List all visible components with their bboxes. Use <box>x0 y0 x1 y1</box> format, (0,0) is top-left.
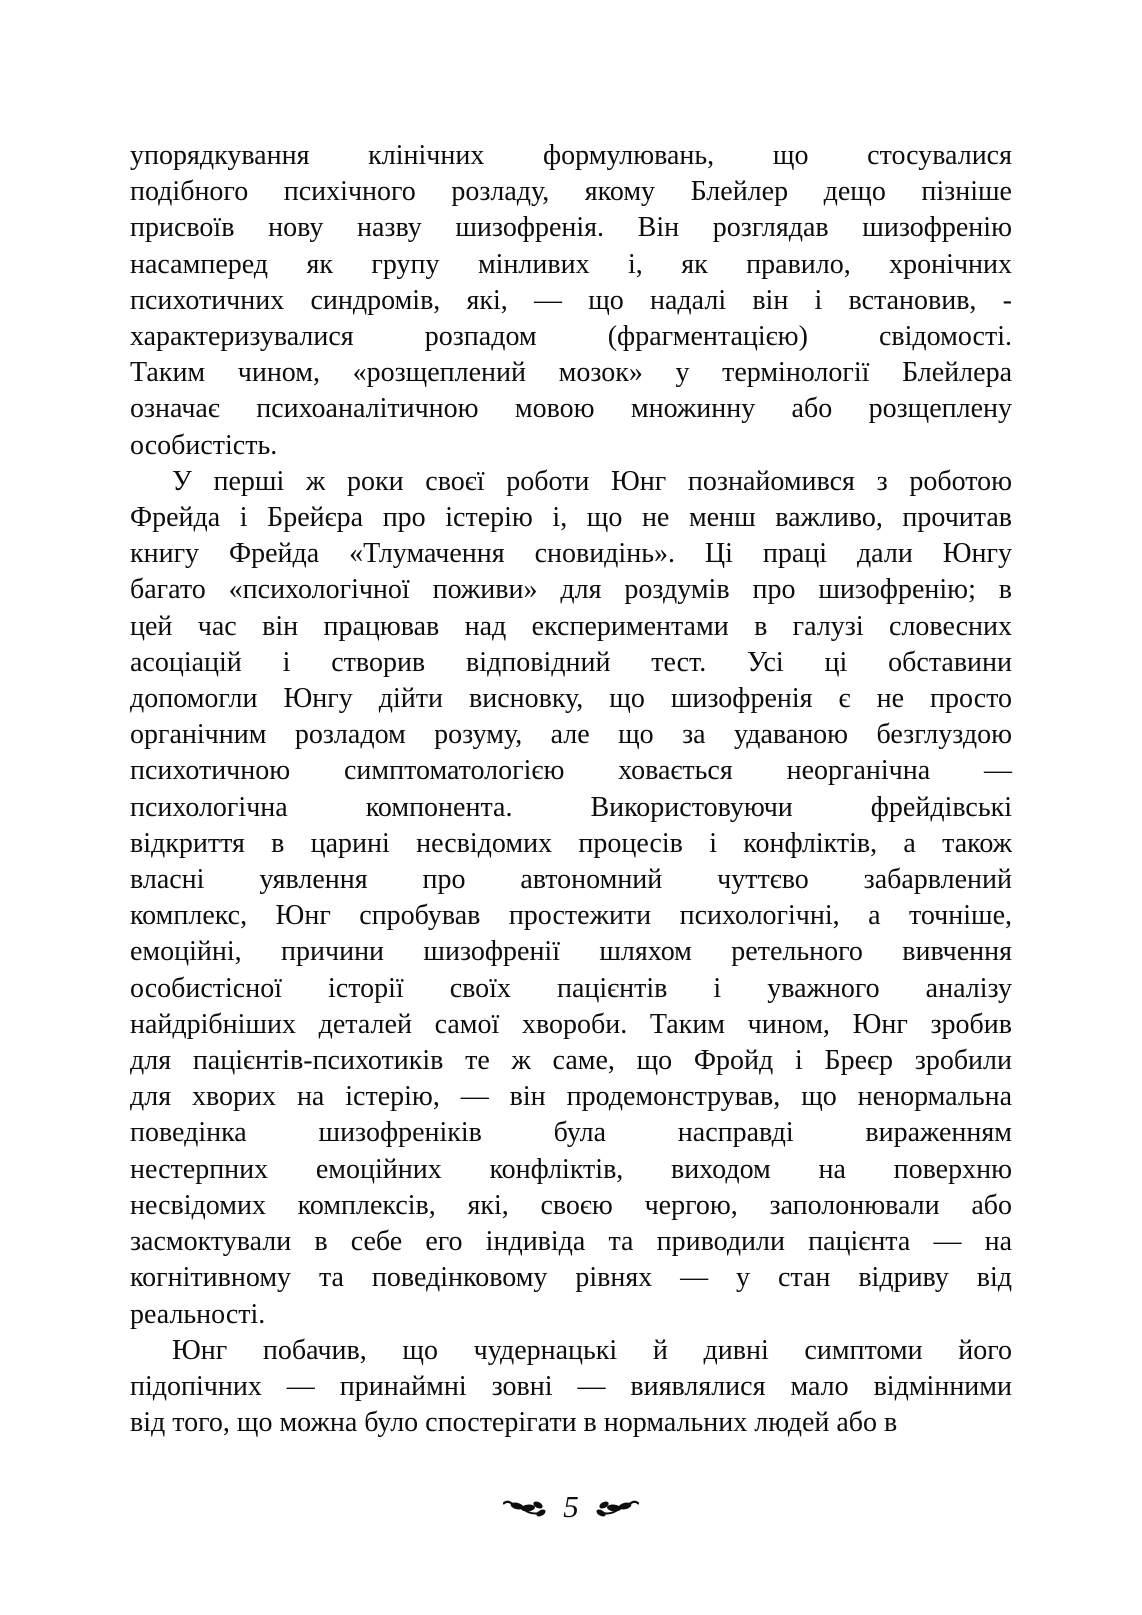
floral-flourish-left-icon <box>503 1495 549 1521</box>
text-line: цей час він працював над експериментами в галузі словесних <box>130 610 1012 642</box>
text-line: особистісної історії своїх пацієнтів і уважного аналізу <box>130 972 1012 1004</box>
text-line: означає психоаналітичною мовою множинну або розщеплену <box>130 393 1012 425</box>
text-line: емоційні, причини шизофренії шляхом ретельного вивчення <box>130 936 1012 968</box>
page-number: 5 <box>563 1488 579 1524</box>
text-line: Таким чином, «розщеплений мозок» у термінології Блейлера <box>130 357 1012 389</box>
text-line: насамперед як групу мінливих і, як правило, хронічних <box>130 248 1012 280</box>
text-line: реальності. <box>130 1298 266 1330</box>
text-block <box>130 138 1012 1441</box>
text-line: несвідомих комплексів, які, своєю чергою, заполонювали або <box>130 1189 1012 1221</box>
text-line: характеризувалися розпадом (фрагментацією) свідомості. <box>130 321 1012 353</box>
text-line: присвоїв нову назву шизофренія. Він розглядав шизофренію <box>130 212 1012 244</box>
page-footer <box>0 1484 1142 1532</box>
text-line: багато «психологічної поживи» для роздумів про шизофренію; в <box>130 574 1012 606</box>
text-line: подібного психічного розладу, якому Блейлер дещо пізніше <box>130 176 1012 208</box>
text-line: для пацієнтів-психотиків те ж саме, що Фройд і Бреєр зробили <box>130 1045 1012 1077</box>
text-line: У перші ж роки своєї роботи Юнг познайомився з роботою <box>172 465 1012 497</box>
text-line: від того, що можна було спостерігати в нормальних людей або в <box>130 1407 898 1439</box>
floral-flourish-right-icon <box>593 1495 639 1521</box>
text-line: засмоктували в себе его індивіда та приводили пацієнта — на <box>130 1226 1012 1258</box>
text-line: психологічна компонента. Використовуючи фрейдівські <box>130 791 1012 823</box>
text-line: книгу Фрейда «Тлумачення сновидінь». Ці праці дали Юнгу <box>130 538 1012 570</box>
text-line: упорядкування клінічних формулювань, що стосувалися <box>130 140 1012 171</box>
text-line: відкриття в царині несвідомих процесів і конфліктів, а також <box>130 827 1012 859</box>
text-line: когнітивному та поведінковому рівнях — у стан відриву від <box>130 1262 1012 1294</box>
text-line: особистість. <box>130 429 278 461</box>
text-line: органічним розладом розуму, але що за удаваною безглуздою <box>130 719 1012 751</box>
text-line: психотичних синдромів, які, — що надалі він і встановив, - <box>130 284 1012 316</box>
paragraph <box>130 464 1012 1333</box>
text-line: підопічних — принаймні зовні — виявлялися мало відмінними <box>130 1370 1012 1402</box>
paragraph <box>130 138 1012 464</box>
text-line: власні уявлення про автономний чуттєво забарвлений <box>130 864 1012 896</box>
text-line: психотичною симптоматологією ховається неорганічна — <box>130 755 1012 787</box>
text-line: Фрейда і Брейєра про істерію і, що не менш важливо, прочитав <box>130 502 1012 534</box>
text-line: комплекс, Юнг спробував простежити психологічні, а точніше, <box>130 900 1012 932</box>
text-line: для хворих на істерію, — він продемонстрував, що ненормальна <box>130 1081 1012 1113</box>
paragraph <box>130 1333 1012 1442</box>
text-line: Юнг побачив, що чудернацькі й дивні симптоми його <box>172 1334 1012 1366</box>
text-line: найдрібніших деталей самої хвороби. Таким чином, Юнг зробив <box>130 1008 1012 1040</box>
text-line: поведінка шизофреніків була насправді вираженням <box>130 1117 1012 1149</box>
text-line: асоціацій і створив відповідний тест. Усі ці обставини <box>130 646 1012 678</box>
text-line: нестерпних емоційних конфліктів, виходом на поверхню <box>130 1153 1012 1185</box>
text-line: допомогли Юнгу дійти висновку, що шизофренія є не просто <box>130 683 1012 715</box>
